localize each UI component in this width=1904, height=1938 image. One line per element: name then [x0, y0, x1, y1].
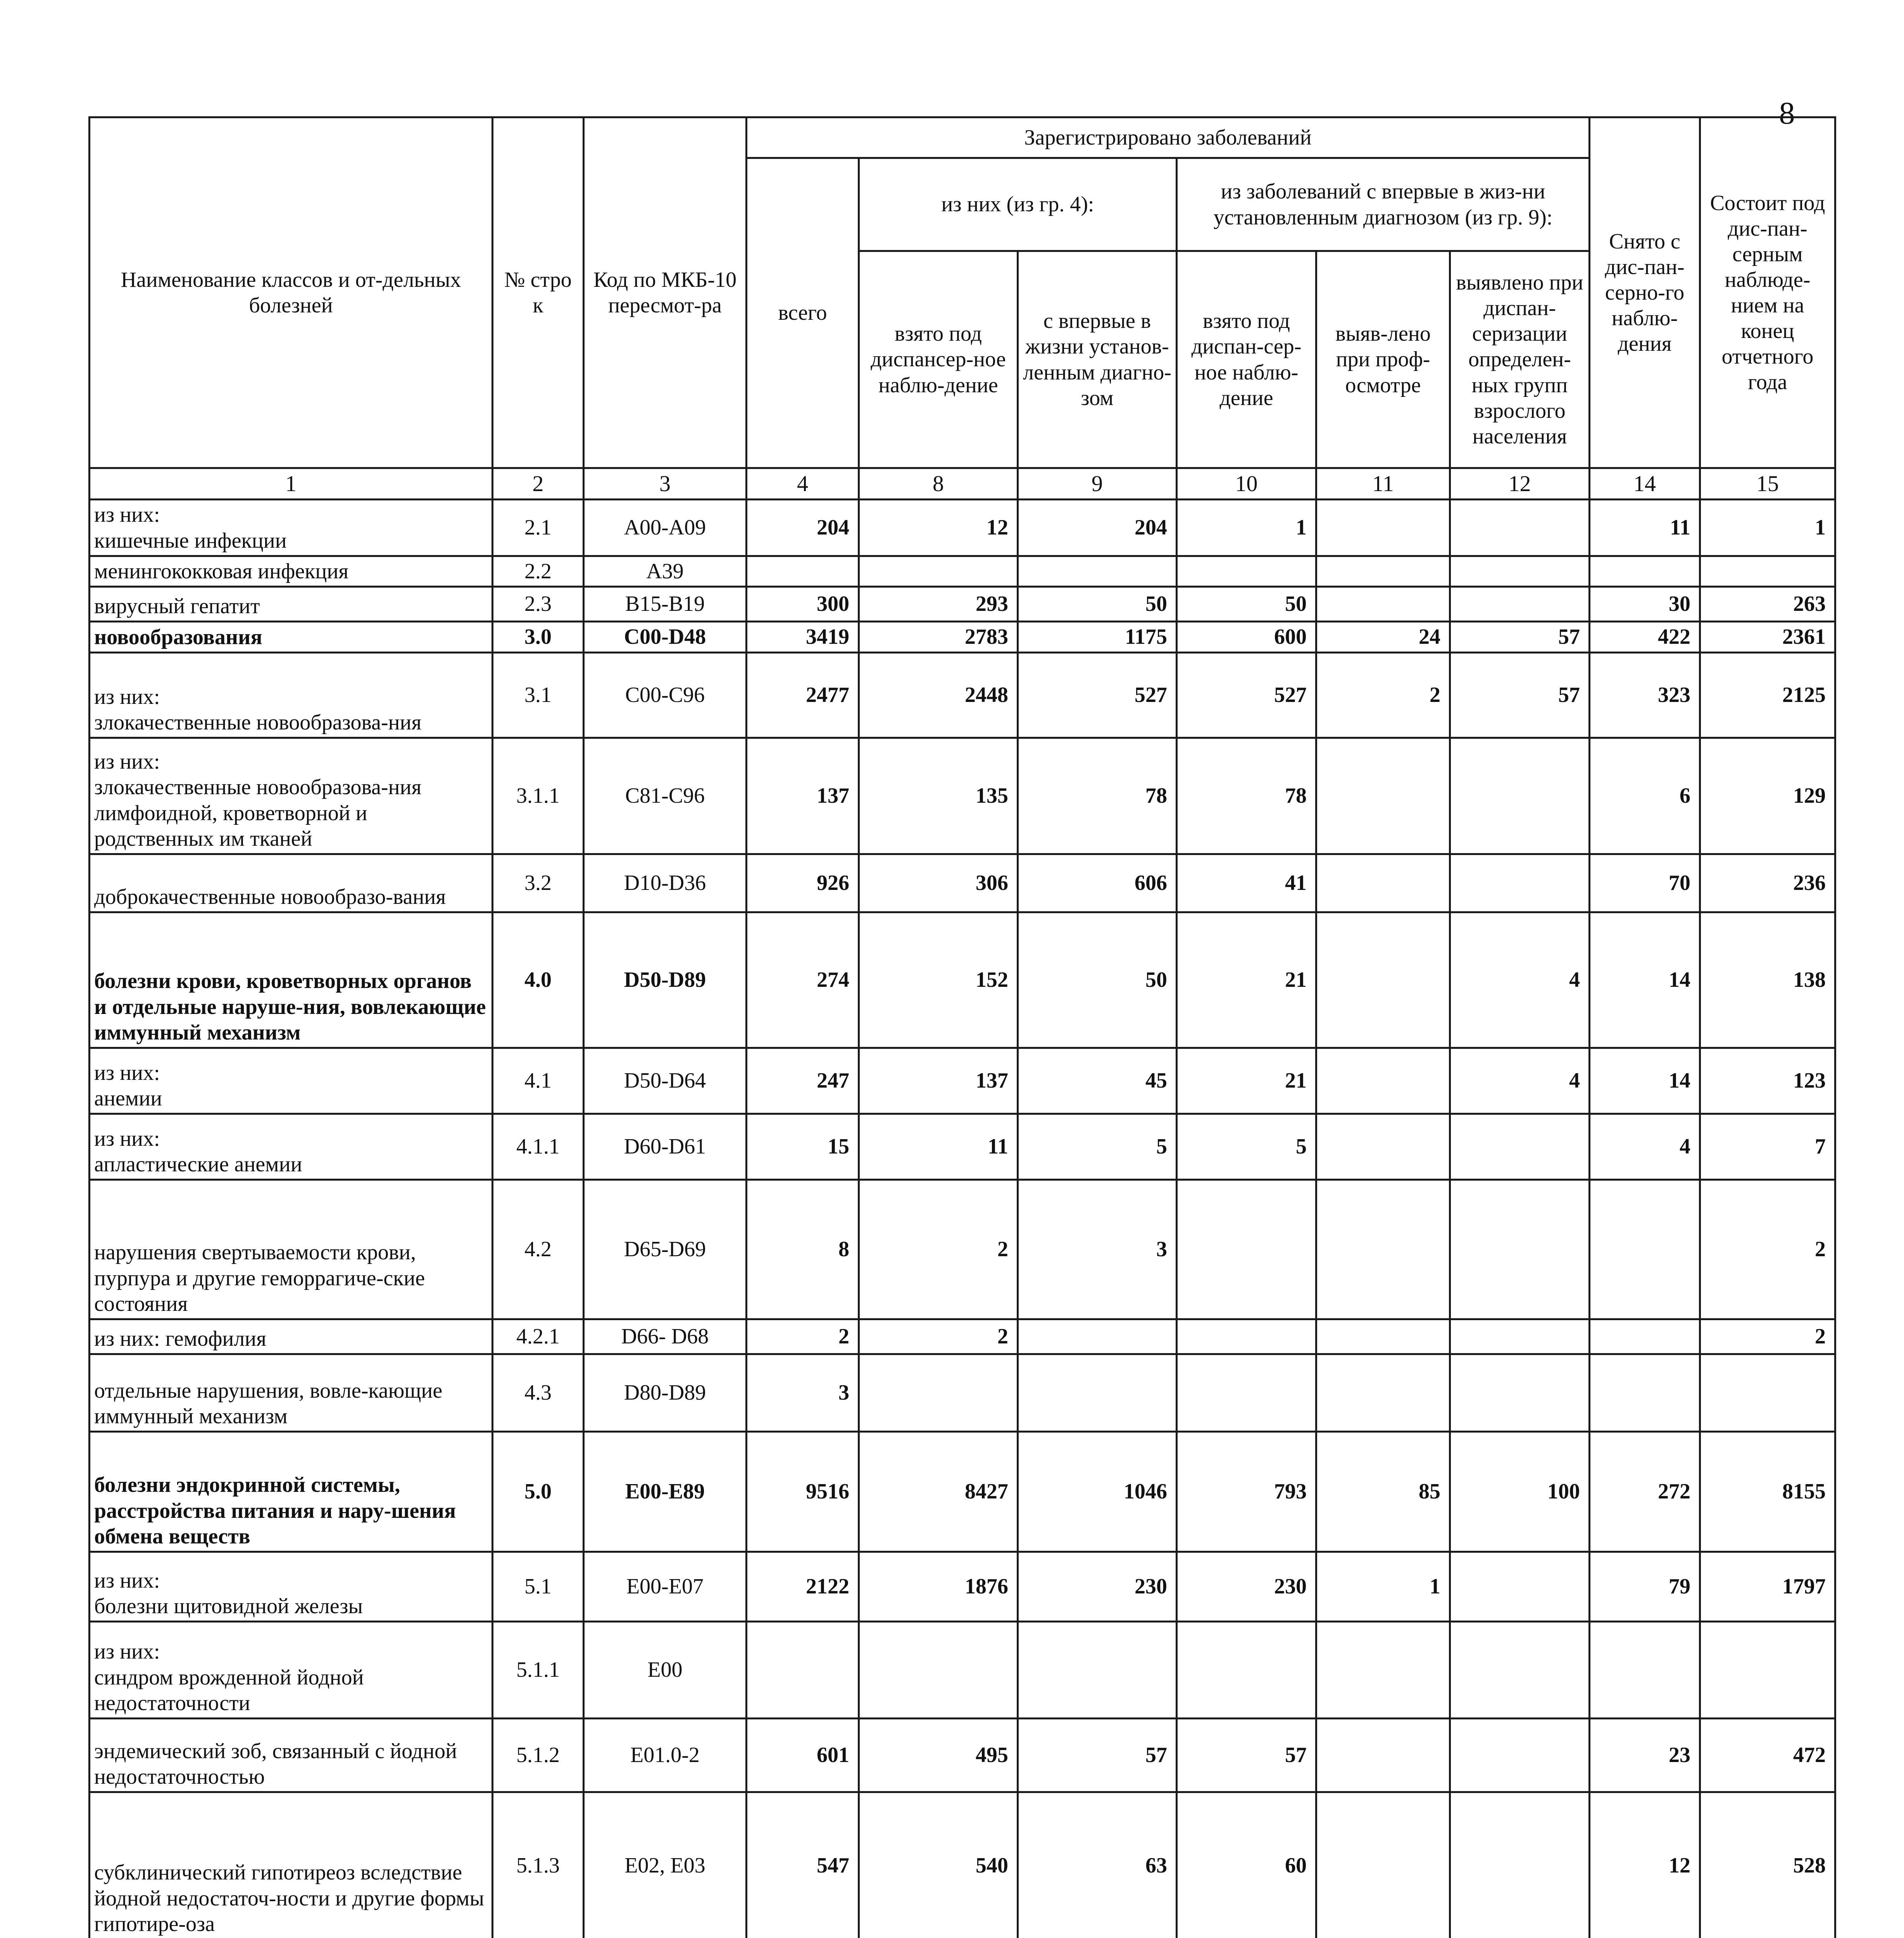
value-v11: [1316, 500, 1450, 556]
column-number: 14: [1590, 468, 1700, 500]
value-v11: [1316, 1319, 1450, 1354]
table-row: [90, 738, 1835, 854]
value-v11: [1316, 912, 1450, 1048]
value-v10: 600: [1177, 621, 1316, 652]
value-v8: 2: [859, 1179, 1018, 1319]
column-number: 4: [747, 468, 859, 500]
value-v12: 57: [1450, 621, 1590, 652]
disease-registration-table: [88, 116, 1836, 1938]
icd-code: A39: [584, 556, 747, 586]
value-v8: 1876: [859, 1552, 1018, 1621]
value-v15: 1: [1700, 500, 1835, 556]
icd-code: D80-D89: [584, 1354, 747, 1431]
disease-name: злокачественные новообразова-ния: [94, 710, 422, 735]
value-v11: [1316, 1114, 1450, 1179]
value-v11: [1316, 1354, 1450, 1431]
value-v15: 2361: [1700, 621, 1835, 652]
value-v10: 1: [1177, 500, 1316, 556]
header-col-8: взято под диспансер-ное наблю-дение: [859, 251, 1018, 468]
value-v4: 601: [747, 1718, 859, 1792]
header-name: Наименование классов и от-дельных болезней: [90, 117, 493, 468]
disease-name-cell: [90, 556, 493, 586]
column-number: 12: [1450, 468, 1590, 500]
row-number: 5.1.3: [493, 1792, 584, 1938]
icd-code: A00-A09: [584, 500, 747, 556]
header-row-number: № стро к: [493, 117, 584, 468]
value-v4: 3419: [747, 621, 859, 652]
value-v9: 606: [1018, 854, 1177, 912]
value-v10: 57: [1177, 1718, 1316, 1792]
value-v10: 60: [1177, 1792, 1316, 1938]
disease-name: нарушения свертываемости крови, пурпура и другие геморрагиче-ские состояния: [94, 1240, 425, 1316]
table-row: [90, 1354, 1835, 1431]
value-v15: [1700, 1354, 1835, 1431]
value-v15: 8155: [1700, 1431, 1835, 1552]
disease-name-cell: [90, 1552, 493, 1621]
icd-code: C00-C96: [584, 652, 747, 738]
value-v4: 2477: [747, 652, 859, 738]
value-v14: 422: [1590, 621, 1700, 652]
value-v12: [1450, 1319, 1590, 1354]
value-v4: 926: [747, 854, 859, 912]
row-number: 2.3: [493, 586, 584, 621]
value-v9: 45: [1018, 1048, 1177, 1114]
value-v4: 2122: [747, 1552, 859, 1621]
value-v12: [1450, 556, 1590, 586]
value-v15: 528: [1700, 1792, 1835, 1938]
icd-code: B15-B19: [584, 586, 747, 621]
header-col-15: Состоит под дис-пан-серным наблюде-нием на конец отчетного года: [1700, 117, 1835, 468]
value-v4: 8: [747, 1179, 859, 1319]
icd-code: E00-E07: [584, 1552, 747, 1621]
disease-name: злокачественные новообразова-ния лимфоидной, кроветворной и родственных им тканей: [94, 775, 422, 851]
value-v14: 70: [1590, 854, 1700, 912]
value-v10: 21: [1177, 1048, 1316, 1114]
value-v11: [1316, 556, 1450, 586]
value-v12: [1450, 1179, 1590, 1319]
icd-code: E00: [584, 1621, 747, 1718]
of-them-label: из них:: [94, 1126, 160, 1151]
value-v15: [1700, 1621, 1835, 1718]
icd-code: D50-D89: [584, 912, 747, 1048]
value-v11: [1316, 586, 1450, 621]
header-registered: Зарегистрировано заболеваний: [747, 117, 1590, 158]
of-them-label: из них:: [94, 1060, 160, 1085]
header-total: всего: [747, 158, 859, 468]
value-v9: 78: [1018, 738, 1177, 854]
value-v9: [1018, 1354, 1177, 1431]
value-v10: 527: [1177, 652, 1316, 738]
value-v10: [1177, 1179, 1316, 1319]
value-v4: [747, 1621, 859, 1718]
value-v12: [1450, 500, 1590, 556]
disease-name-cell: [90, 586, 493, 621]
value-v10: 78: [1177, 738, 1316, 854]
table-row: [90, 500, 1835, 556]
icd-code: D60-D61: [584, 1114, 747, 1179]
value-v10: 793: [1177, 1431, 1316, 1552]
disease-name-cell: [90, 1621, 493, 1718]
value-v9: 230: [1018, 1552, 1177, 1621]
value-v11: [1316, 738, 1450, 854]
value-v14: 23: [1590, 1718, 1700, 1792]
value-v15: 123: [1700, 1048, 1835, 1114]
of-them-label: из них:: [94, 1568, 160, 1593]
of-them-label: из них:: [94, 750, 160, 774]
value-v8: 495: [859, 1718, 1018, 1792]
value-v8: 2448: [859, 652, 1018, 738]
value-v10: [1177, 556, 1316, 586]
table-row: [90, 1621, 1835, 1718]
value-v8: 2: [859, 1319, 1018, 1354]
value-v4: 547: [747, 1792, 859, 1938]
disease-name-cell: [90, 912, 493, 1048]
disease-name: анемии: [94, 1086, 162, 1110]
disease-name-cell: [90, 854, 493, 912]
table-row: [90, 912, 1835, 1048]
disease-name: болезни крови, кроветворных органов и отдельные наруше-ния, вовлекающие иммунный механизм: [94, 969, 486, 1045]
value-v11: [1316, 854, 1450, 912]
disease-name-cell: [90, 1792, 493, 1938]
value-v8: [859, 1621, 1018, 1718]
value-v15: 138: [1700, 912, 1835, 1048]
value-v10: 230: [1177, 1552, 1316, 1621]
value-v4: 137: [747, 738, 859, 854]
value-v8: 306: [859, 854, 1018, 912]
row-number: 3.2: [493, 854, 584, 912]
disease-name: болезни эндокринной системы, расстройства питания и нару-шения обмена веществ: [94, 1473, 456, 1548]
disease-name: кишечные инфекции: [94, 528, 287, 553]
disease-name: эндемический зоб, связанный с йодной недостаточностью: [94, 1739, 457, 1789]
icd-code: D65-D69: [584, 1179, 747, 1319]
header-of-first-time: из заболеваний с впервые в жиз-ни установленным диагнозом (из гр. 9):: [1177, 158, 1590, 251]
disease-name: вирусный гепатит: [94, 594, 260, 618]
value-v4: 2: [747, 1319, 859, 1354]
value-v9: 57: [1018, 1718, 1177, 1792]
value-v11: [1316, 1048, 1450, 1114]
value-v15: 2: [1700, 1179, 1835, 1319]
row-number: 4.0: [493, 912, 584, 1048]
column-number: 2: [493, 468, 584, 500]
value-v9: 50: [1018, 586, 1177, 621]
row-number: 5.1.2: [493, 1718, 584, 1792]
value-v9: 63: [1018, 1792, 1177, 1938]
of-them-label: из них:: [94, 503, 160, 527]
row-number: 2.2: [493, 556, 584, 586]
disease-name-cell: [90, 652, 493, 738]
value-v8: 135: [859, 738, 1018, 854]
disease-name: доброкачественные новообразо-вания: [94, 885, 446, 909]
value-v8: 137: [859, 1048, 1018, 1114]
icd-code: E01.0-2: [584, 1718, 747, 1792]
value-v8: 8427: [859, 1431, 1018, 1552]
row-number: 4.1.1: [493, 1114, 584, 1179]
value-v4: 9516: [747, 1431, 859, 1552]
row-number: 4.2.1: [493, 1319, 584, 1354]
value-v10: [1177, 1319, 1316, 1354]
table-row: [90, 1718, 1835, 1792]
value-v14: 79: [1590, 1552, 1700, 1621]
value-v8: 12: [859, 500, 1018, 556]
disease-name-cell: [90, 1354, 493, 1431]
table-row: [90, 1048, 1835, 1114]
column-number: 10: [1177, 468, 1316, 500]
value-v9: 3: [1018, 1179, 1177, 1319]
value-v4: 204: [747, 500, 859, 556]
disease-name-cell: [90, 1048, 493, 1114]
disease-name-cell: [90, 738, 493, 854]
value-v8: 11: [859, 1114, 1018, 1179]
value-v10: 50: [1177, 586, 1316, 621]
row-number: 4.2: [493, 1179, 584, 1319]
value-v4: [747, 556, 859, 586]
disease-name-cell: [90, 1319, 493, 1354]
value-v10: [1177, 1354, 1316, 1431]
row-number: 3.1: [493, 652, 584, 738]
value-v14: 12: [1590, 1792, 1700, 1938]
value-v12: [1450, 586, 1590, 621]
value-v8: 2783: [859, 621, 1018, 652]
value-v10: [1177, 1621, 1316, 1718]
disease-name-cell: [90, 1718, 493, 1792]
disease-name-cell: [90, 500, 493, 556]
value-v11: 1: [1316, 1552, 1450, 1621]
value-v11: 24: [1316, 621, 1450, 652]
header-col-10: взято под диспан-сер-ное наблю-дение: [1177, 251, 1316, 468]
value-v9: [1018, 1621, 1177, 1718]
header-col-9: с впервые в жизни установ-ленным диагно-зом: [1018, 251, 1177, 468]
value-v15: 263: [1700, 586, 1835, 621]
value-v10: 21: [1177, 912, 1316, 1048]
value-v14: [1590, 556, 1700, 586]
disease-name: болезни щитовидной железы: [94, 1594, 363, 1618]
disease-name-cell: [90, 621, 493, 652]
value-v9: 50: [1018, 912, 1177, 1048]
disease-name: отдельные нарушения, вовле-кающие иммунный механизм: [94, 1378, 443, 1428]
column-number: 15: [1700, 468, 1835, 500]
row-number: 4.3: [493, 1354, 584, 1431]
icd-code: E02, E03: [584, 1792, 747, 1938]
of-them-label: из них:: [94, 685, 160, 709]
table-row: [90, 1179, 1835, 1319]
value-v14: 30: [1590, 586, 1700, 621]
of-them-label: из них:: [94, 1640, 160, 1664]
value-v4: 3: [747, 1354, 859, 1431]
value-v14: 323: [1590, 652, 1700, 738]
value-v12: [1450, 1114, 1590, 1179]
header-col-12: выявлено при диспан-серизации определен-ных групп взрослого населения: [1450, 251, 1590, 468]
value-v12: [1450, 1792, 1590, 1938]
disease-name-cell: [90, 1179, 493, 1319]
icd-code: C00-D48: [584, 621, 747, 652]
table-row: [90, 1792, 1835, 1938]
table-row: [90, 1431, 1835, 1552]
disease-name-cell: [90, 1114, 493, 1179]
value-v14: [1590, 1319, 1700, 1354]
value-v9: 1046: [1018, 1431, 1177, 1552]
page-number: 8: [1779, 95, 1795, 131]
value-v11: [1316, 1621, 1450, 1718]
column-number: 8: [859, 468, 1018, 500]
header-col-11: выяв-лено при проф-осмотре: [1316, 251, 1450, 468]
row-number: 3.1.1: [493, 738, 584, 854]
row-number: 2.1: [493, 500, 584, 556]
value-v14: [1590, 1621, 1700, 1718]
value-v14: 6: [1590, 738, 1700, 854]
value-v12: 100: [1450, 1431, 1590, 1552]
value-v8: [859, 1354, 1018, 1431]
value-v8: 152: [859, 912, 1018, 1048]
value-v14: 272: [1590, 1431, 1700, 1552]
icd-code: E00-E89: [584, 1431, 747, 1552]
value-v14: [1590, 1179, 1700, 1319]
row-number: 5.0: [493, 1431, 584, 1552]
column-number: 1: [90, 468, 493, 500]
value-v11: [1316, 1179, 1450, 1319]
value-v9: [1018, 1319, 1177, 1354]
value-v12: [1450, 1718, 1590, 1792]
icd-code: D50-D64: [584, 1048, 747, 1114]
value-v11: 85: [1316, 1431, 1450, 1552]
value-v9: 527: [1018, 652, 1177, 738]
row-number: 5.1: [493, 1552, 584, 1621]
column-number: 11: [1316, 468, 1450, 500]
disease-name: новообразования: [94, 625, 262, 649]
column-number: 3: [584, 468, 747, 500]
value-v12: 4: [1450, 912, 1590, 1048]
row-number: 3.0: [493, 621, 584, 652]
value-v10: 41: [1177, 854, 1316, 912]
row-number: 5.1.1: [493, 1621, 584, 1718]
table-row: [90, 1319, 1835, 1354]
disease-name: менингококковая инфекция: [94, 559, 349, 583]
value-v14: 14: [1590, 1048, 1700, 1114]
value-v11: [1316, 1792, 1450, 1938]
disease-name: субклинический гипотиреоз вследствие йодной недостаточ-ности и другие формы гипотире-оза: [94, 1860, 484, 1936]
value-v11: 2: [1316, 652, 1450, 738]
value-v14: 11: [1590, 500, 1700, 556]
value-v11: [1316, 1718, 1450, 1792]
disease-name: апластические анемии: [94, 1152, 302, 1176]
value-v15: [1700, 556, 1835, 586]
value-v8: 540: [859, 1792, 1018, 1938]
value-v12: [1450, 854, 1590, 912]
value-v8: 293: [859, 586, 1018, 621]
row-number: 4.1: [493, 1048, 584, 1114]
icd-code: D66- D68: [584, 1319, 747, 1354]
header-icd-code: Код по МКБ-10 пересмот-ра: [584, 117, 747, 468]
table-row: [90, 1552, 1835, 1621]
value-v4: 247: [747, 1048, 859, 1114]
value-v9: [1018, 556, 1177, 586]
disease-name-cell: [90, 1431, 493, 1552]
value-v10: 5: [1177, 1114, 1316, 1179]
value-v15: 472: [1700, 1718, 1835, 1792]
value-v14: [1590, 1354, 1700, 1431]
value-v12: [1450, 738, 1590, 854]
table-row: [90, 854, 1835, 912]
value-v15: 2125: [1700, 652, 1835, 738]
table-row: [90, 1114, 1835, 1179]
value-v4: 274: [747, 912, 859, 1048]
table-row: [90, 652, 1835, 738]
table-row: [90, 586, 1835, 621]
value-v12: [1450, 1354, 1590, 1431]
disease-name: из них: гемофилия: [94, 1326, 267, 1351]
value-v9: 5: [1018, 1114, 1177, 1179]
value-v8: [859, 556, 1018, 586]
value-v15: 2: [1700, 1319, 1835, 1354]
icd-code: D10-D36: [584, 854, 747, 912]
disease-name: синдром врожденной йодной недостаточности: [94, 1665, 364, 1715]
value-v12: 4: [1450, 1048, 1590, 1114]
icd-code: C81-C96: [584, 738, 747, 854]
value-v15: 236: [1700, 854, 1835, 912]
header-of-them: из них (из гр. 4):: [859, 158, 1177, 251]
column-number: 9: [1018, 468, 1177, 500]
value-v4: 15: [747, 1114, 859, 1179]
value-v12: [1450, 1552, 1590, 1621]
header-col-14: Снято с дис-пан-серно-го наблю-дения: [1590, 117, 1700, 468]
value-v15: 7: [1700, 1114, 1835, 1179]
value-v9: 204: [1018, 500, 1177, 556]
value-v14: 14: [1590, 912, 1700, 1048]
value-v9: 1175: [1018, 621, 1177, 652]
value-v12: 57: [1450, 652, 1590, 738]
table-row: [90, 556, 1835, 586]
value-v4: 300: [747, 586, 859, 621]
value-v14: 4: [1590, 1114, 1700, 1179]
table-row: [90, 621, 1835, 652]
value-v12: [1450, 1621, 1590, 1718]
value-v15: 1797: [1700, 1552, 1835, 1621]
value-v15: 129: [1700, 738, 1835, 854]
